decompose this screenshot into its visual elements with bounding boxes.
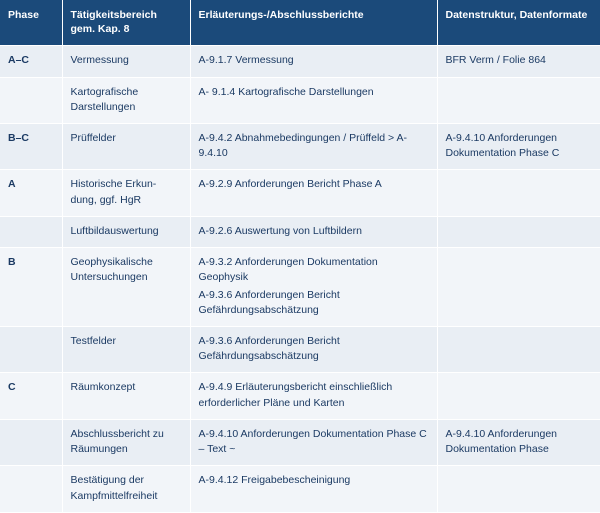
- cell-phase: [0, 77, 62, 123]
- cell-phase: C: [0, 373, 62, 419]
- cell-report: A- 9.1.4 Kartografische Darstellungen: [190, 77, 437, 123]
- cell-area: Historische Erkun-dung, ggf. HgR: [62, 170, 190, 216]
- table-row: [0, 77, 600, 123]
- cell-data: [437, 216, 600, 247]
- cell-data: [437, 373, 600, 419]
- cell-phase: A–C: [0, 46, 62, 77]
- cell-report: A-9.4.9 Erläuterungsbericht einschließlich erforderlicher Pläne und Karten: [190, 373, 437, 419]
- table-header: [0, 0, 600, 46]
- cell-data: [437, 170, 600, 216]
- column-header-reports: Erläuterungs-/Abschlussberichte: [190, 0, 437, 46]
- cell-phase: [0, 326, 62, 372]
- cell-data: [437, 466, 600, 512]
- cell-report: A-9.3.6 Anforderungen Bericht Gefährdungsabschätzung: [190, 326, 437, 372]
- cell-phase: B–C: [0, 124, 62, 170]
- cell-report: A-9.3.2 Anforderungen Dokumentation Geophysik A-9.3.6 Anforderungen Bericht Gefährdungsabschätzung: [190, 248, 437, 327]
- table-row: [0, 216, 600, 247]
- table-row: [0, 373, 600, 419]
- table-row: [0, 419, 600, 465]
- cell-area: Geophysikalische Untersuchungen: [62, 248, 190, 327]
- table-row: [0, 248, 600, 327]
- cell-area: Abschlussbericht zu Räumungen: [62, 419, 190, 465]
- cell-report: A-9.4.10 Anforderungen Dokumentation Phase C – Text ~: [190, 419, 437, 465]
- cell-area: Vermessung: [62, 46, 190, 77]
- cell-report: A-9.4.2 Abnahmebedingungen / Prüffeld > A- 9.4.10: [190, 124, 437, 170]
- cell-data: A-9.4.10 Anforderungen Dokumentation Phase C: [437, 124, 600, 170]
- cell-report: A-9.1.7 Vermessung: [190, 46, 437, 77]
- cell-data: A-9.4.10 Anforderungen Dokumentation Phase: [437, 419, 600, 465]
- cell-area: Bestätigung der Kampfmittelfreiheit: [62, 466, 190, 512]
- column-header-area: Tätigkeitsbereich gem. Kap. 8: [62, 0, 190, 46]
- cell-data: BFR Verm / Folie 864: [437, 46, 600, 77]
- table-row: [0, 124, 600, 170]
- cell-area: Testfelder: [62, 326, 190, 372]
- column-header-phase: Phase: [0, 0, 62, 46]
- cell-data: [437, 326, 600, 372]
- table-row: [0, 466, 600, 512]
- cell-report: A-9.2.6 Auswertung von Luftbildern: [190, 216, 437, 247]
- cell-area: Prüffelder: [62, 124, 190, 170]
- table-body: [0, 46, 600, 512]
- cell-phase: B: [0, 248, 62, 327]
- cell-phase: A: [0, 170, 62, 216]
- cell-report: A-9.4.12 Freigabebescheinigung: [190, 466, 437, 512]
- cell-data: [437, 248, 600, 327]
- cell-area: Luftbildauswertung: [62, 216, 190, 247]
- cell-phase: [0, 216, 62, 247]
- table-row: [0, 170, 600, 216]
- table-row: [0, 46, 600, 77]
- cell-area: Räumkonzept: [62, 373, 190, 419]
- cell-report: A-9.2.9 Anforderungen Bericht Phase A: [190, 170, 437, 216]
- cell-phase: [0, 466, 62, 512]
- table-row: [0, 326, 600, 372]
- cell-area: Kartografische Darstellungen: [62, 77, 190, 123]
- column-header-data-structure: Datenstruktur, Datenformate: [437, 0, 600, 46]
- cell-data: [437, 77, 600, 123]
- cell-phase: [0, 419, 62, 465]
- table-header-row: [0, 0, 600, 46]
